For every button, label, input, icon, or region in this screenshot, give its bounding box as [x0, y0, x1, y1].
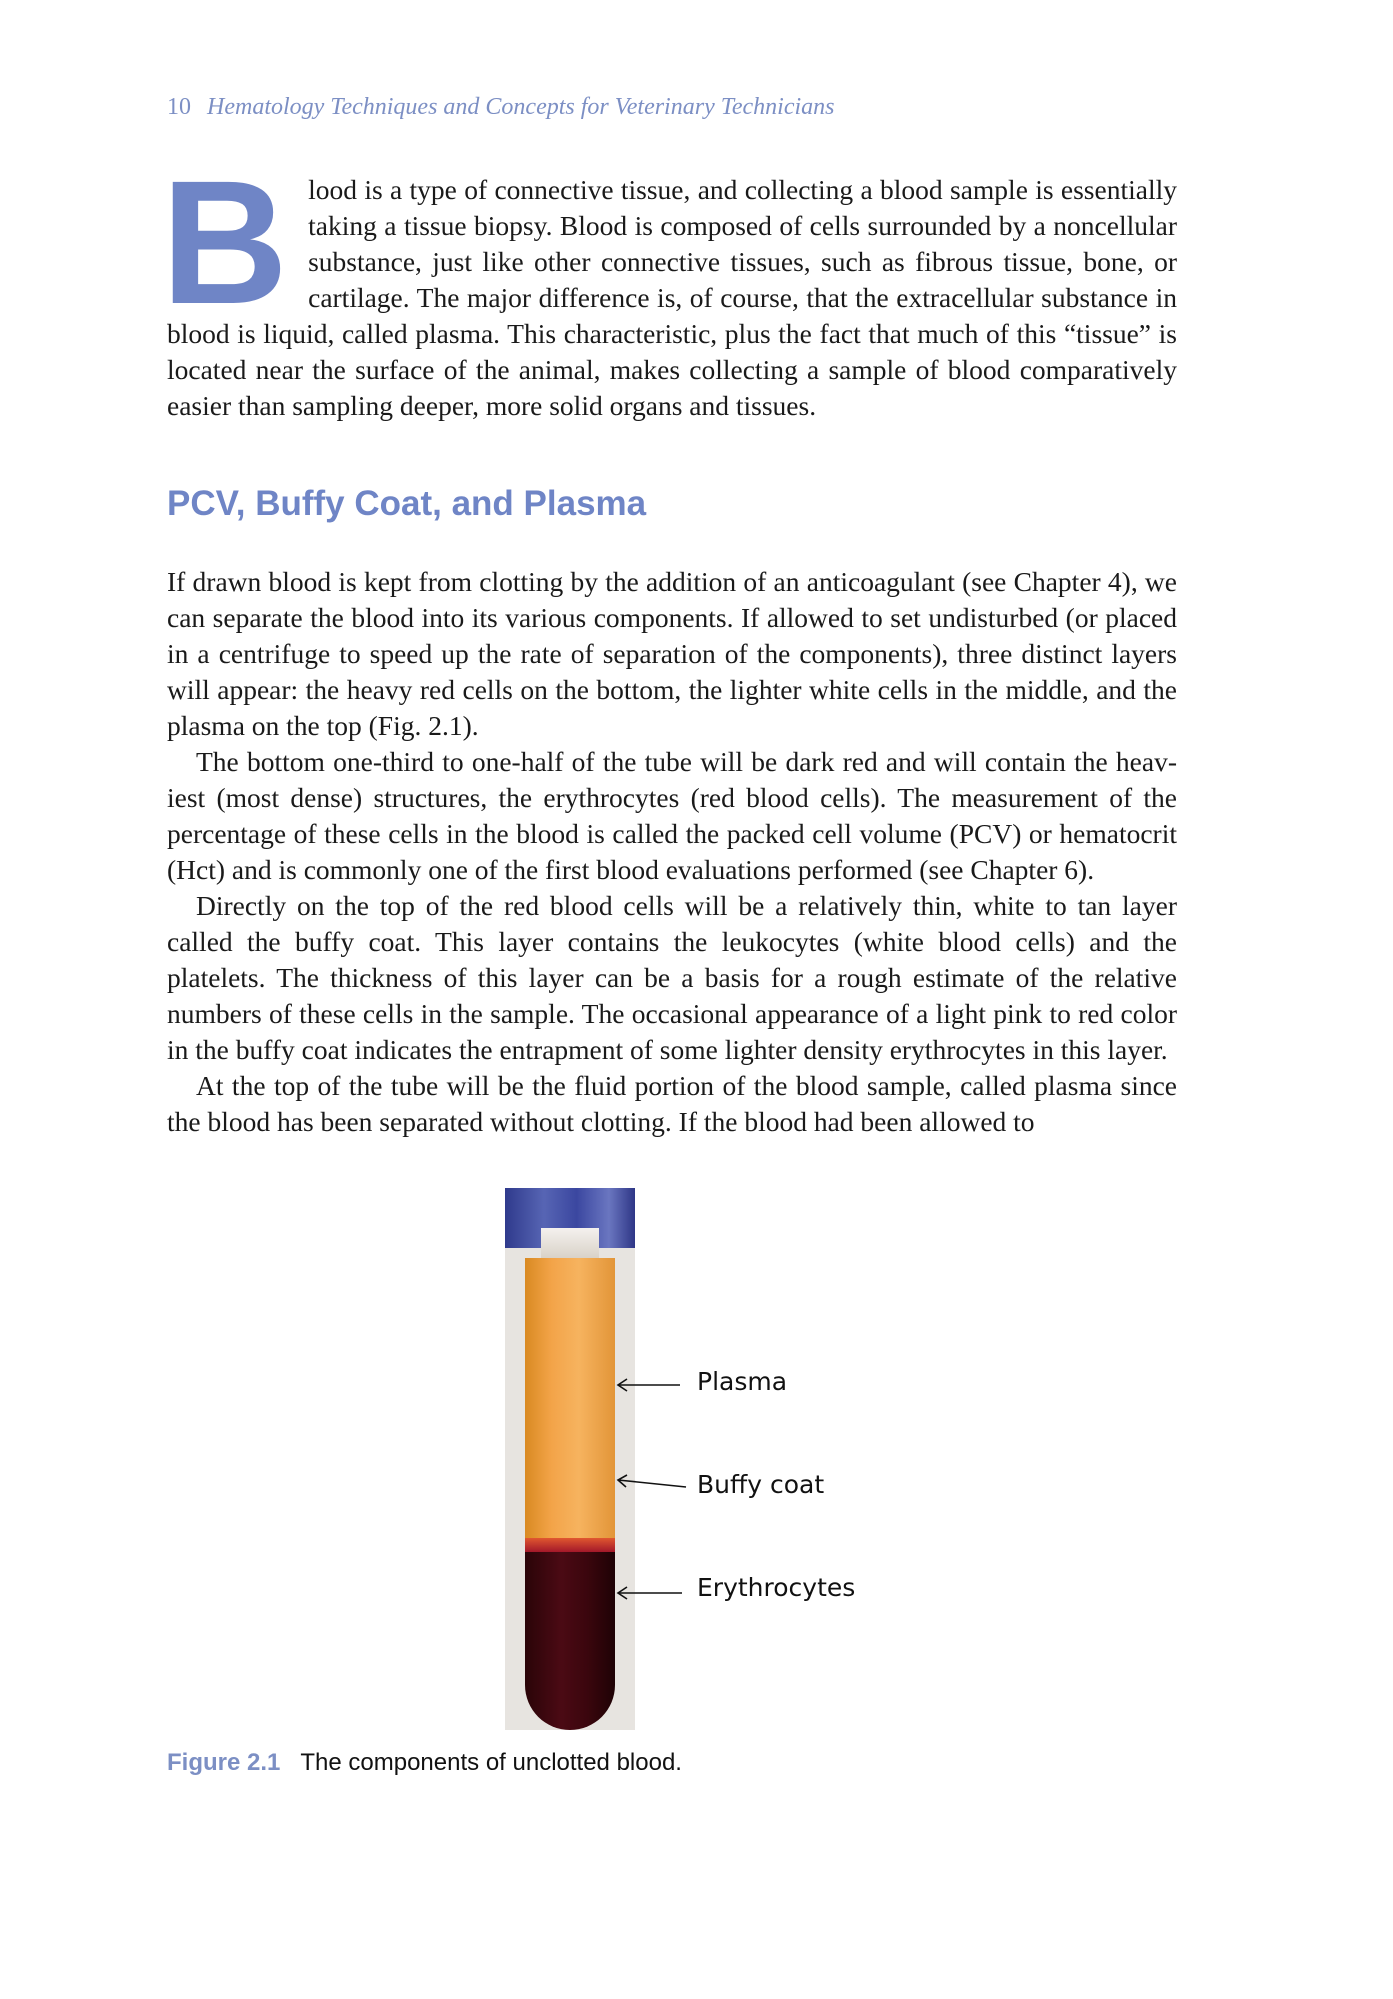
- section-body: [167, 564, 1177, 1140]
- section-heading: PCV, Buffy Coat, and Plasma: [167, 484, 647, 523]
- figure-caption: [167, 1749, 682, 1777]
- label-buffy-coat: Buffy coat: [697, 1470, 825, 1499]
- body-paragraph: Directly on the top of the red blood cells will be a relatively thin, white to tan layer called the buffy coat. This layer contains the leukocytes (white blood cells) and the platelets. The thickness of this layer can be a basis for a rough estimate of the relative numbers of these cells in the sample. The occasional appearance of a light pink to red color in the buffy coat indicates the entrapment of some lighter density erythrocytes in this layer.: [167, 890, 1177, 1065]
- intro-paragraph: [161, 145, 1177, 424]
- buffy-coat-layer: [525, 1538, 615, 1552]
- body-paragraph: If drawn blood is kept from clotting by the addition of an anticoagulant (see Chapter 4), we can separate the blood into its various components. If allowed to set undisturbed (or placed in a centrifuge to speed up the rate of separation of the components), three distinct layers will appear: the heavy red cells on the bottom, the lighter white cells in the middle, and the plasma on the top (Fig. 2.1).: [167, 566, 1177, 741]
- label-plasma: Plasma: [697, 1367, 788, 1396]
- body-paragraph: The bottom one-third to one-half of the tube will be dark red and will contain the heav-iest (most dense) structures, the erythrocytes (red blood cells). The measurement of the percentage of these cells in the blood is called the packed cell volume (PCV) or hematocrit (Hct) and is commonly one of the first blood evaluations performed (see Chapter 6).: [167, 746, 1177, 885]
- plasma-layer: [525, 1258, 615, 1546]
- erythrocyte-layer: [525, 1552, 615, 1730]
- figure-caption-text: The components of unclotted blood.: [300, 1749, 682, 1776]
- book-title: Hematology Techniques and Concepts for Veterinary Technicians: [207, 94, 835, 120]
- running-head: [167, 94, 835, 121]
- intro-text: lood is a type of connective tissue, and collecting a blood sample is essentially taking a tissue biopsy. Blood is composed of cells surrounded by a noncellular substance, just like other connective tissues, such as fibrous tissue, bone, or cartilage. The major difference is, of course, that the extracellular substance in blood is liquid, called plasma. This characteristic, plus the fact that much of this “tissue” is located near the surface of the animal, makes collecting a sample of blood comparatively easier than sampling deeper, more solid organs and tissues.: [167, 174, 1177, 421]
- label-erythrocytes: Erythrocytes: [697, 1573, 856, 1602]
- blood-tube-photo: [505, 1188, 635, 1730]
- figure-number: Figure 2.1: [167, 1749, 281, 1776]
- body-paragraph: At the top of the tube will be the fluid portion of the blood sample, called plasma since the blood has been separated without clotting. If the blood had been allowed to: [167, 1070, 1177, 1137]
- tube-top: [541, 1228, 599, 1258]
- page-number: 10: [167, 94, 191, 120]
- drop-cap: B: [161, 145, 289, 341]
